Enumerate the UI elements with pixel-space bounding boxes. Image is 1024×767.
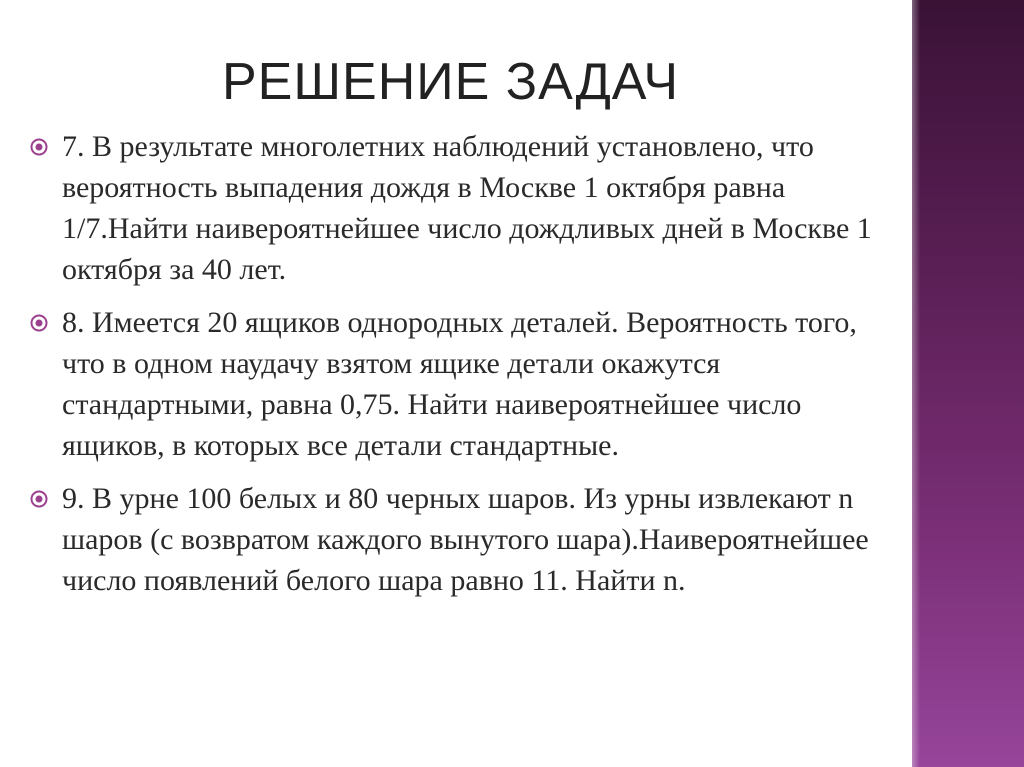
target-bullet-icon [30, 138, 48, 156]
slide-title: РЕШЕНИЕ ЗАДАЧ [222, 53, 680, 111]
decorative-side-band [912, 0, 1024, 767]
target-bullet-icon [30, 314, 48, 332]
problem-text: 7. В результате многолетних наблюдений установлено, что вероятность выпадения дождя в Москве 1 октября равна 1/7.Найти наивероятнейшее число дождливых дней в Москве 1 октября за 40 лет. [62, 130, 872, 286]
problem-text: 8. Имеется 20 ящиков однородных деталей. Вероятность того, что в одном наудачу взятом ящике детали окажутся стандартными, равна 0,75. Найти наивероятнейшее число ящиков, в которых все детали стандартные. [62, 306, 857, 462]
problem-text: 9. В урне 100 белых и 80 черных шаров. Из урны извлекают n шаров (с возвратом каждого вынутого шара).Наивероятнейшее число появлений белого шара равно 11. Найти n. [62, 482, 869, 597]
problem-item-8 [28, 302, 898, 466]
problem-item-7 [28, 126, 898, 290]
target-bullet-icon [30, 490, 48, 508]
problem-item-9 [28, 478, 898, 601]
problem-list [28, 126, 898, 613]
